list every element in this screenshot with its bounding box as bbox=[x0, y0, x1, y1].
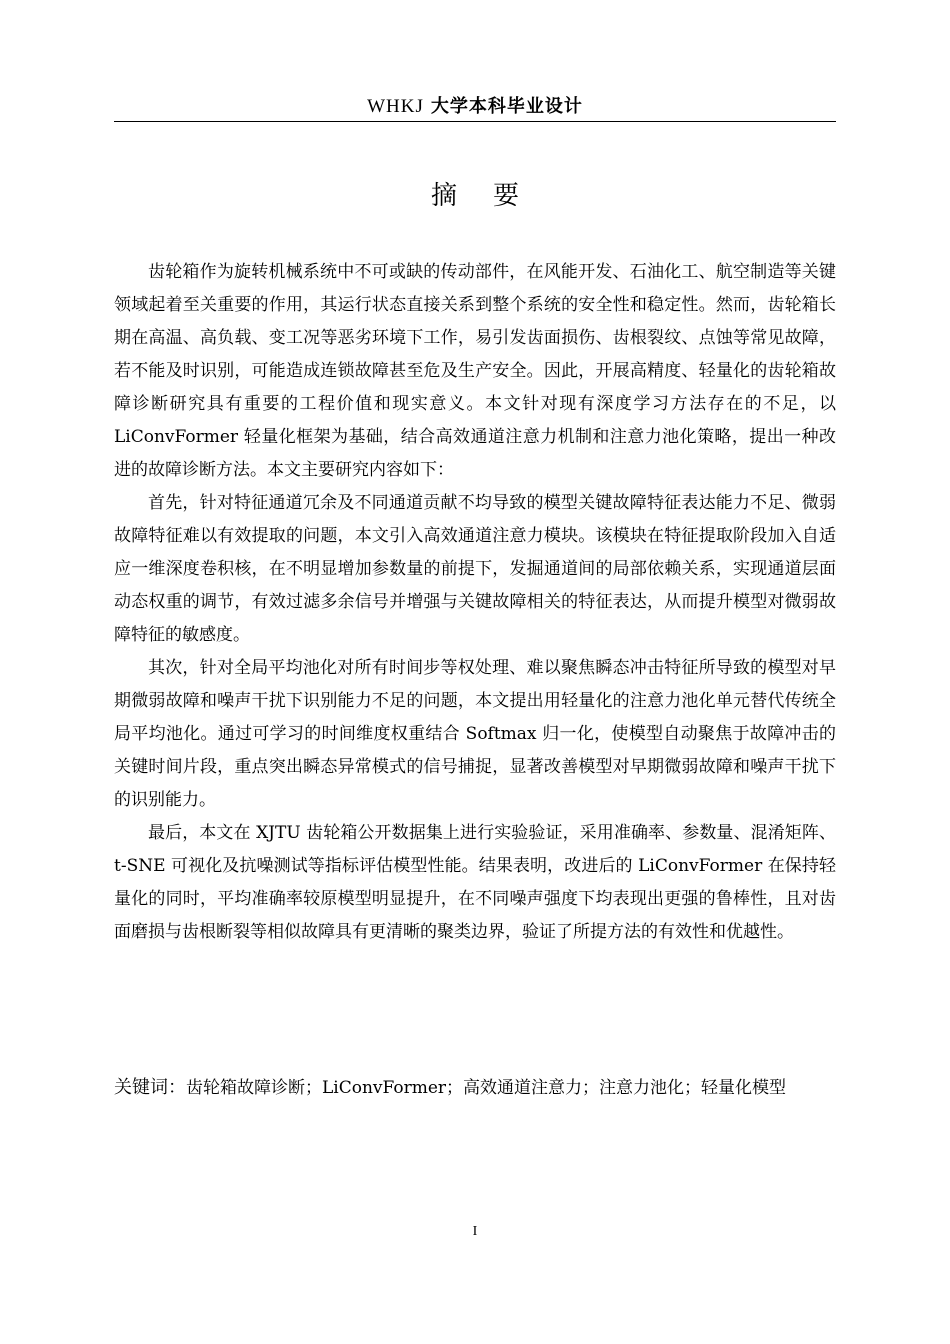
keywords-text: 齿轮箱故障诊断；LiConvFormer；高效通道注意力；注意力池化；轻量化模型 bbox=[186, 1078, 787, 1098]
paragraph-intro: 齿轮箱作为旋转机械系统中不可或缺的传动部件，在风能开发、石油化工、航空制造等关键领域起着至关重要的作用，其运行状态直接关系到整个系统的安全性和稳定性。然而，齿轮箱长期在高温、高负载、变工况等恶劣环境下工作，易引发齿面损伤、齿根裂纹、点蚀等常见故障，若不能及时识别，可能造成连锁故障甚至危及生产安全。因此，开展高精度、轻量化的齿轮箱故障诊断研究具有重要的工程价值和现实意义。本文针对现有深度学习方法存在的不足，以 LiConvFormer 轻量化框架为基础，结合高效通道注意力机制和注意力池化策略，提出一种改进的故障诊断方法。本文主要研究内容如下： bbox=[114, 262, 836, 480]
abstract-body bbox=[114, 256, 836, 949]
abstract-title: 摘要 bbox=[430, 181, 555, 211]
keywords-section bbox=[114, 1066, 836, 1110]
header-school: WHKJ bbox=[367, 96, 424, 117]
paragraph-final: 最后，本文在 XJTU 齿轮箱公开数据集上进行实验验证，采用准确率、参数量、混淆矩阵、t-SNE 可视化及抗噪测试等指标评估模型性能。结果表明，改进后的 LiConvFormer 在保持轻量化的同时，平均准确率较原模型明显提升，在不同噪声强度下均表现出更强的鲁棒性，且对齿面磨损与齿根断裂等相似故障具有更清晰的聚类边界，验证了所提方法的有效性和优越性。 bbox=[114, 823, 836, 942]
header-title: 大学本科毕业设计 bbox=[430, 96, 583, 117]
header-rule bbox=[114, 121, 836, 122]
keywords-label: 关键词： bbox=[114, 1077, 186, 1098]
paragraph-second: 其次，针对全局平均池化对所有时间步等权处理、难以聚焦瞬态冲击特征所导致的模型对早期微弱故障和噪声干扰下识别能力不足的问题，本文提出用轻量化的注意力池化单元替代传统全局平均池化。通过可学习的时间维度权重结合 Softmax 归一化，使模型自动聚焦于故障冲击的关键时间片段，重点突出瞬态异常模式的信号捕捉，显著改善模型对早期微弱故障和噪声干扰下的识别能力。 bbox=[114, 658, 836, 810]
paragraph-first: 首先，针对特征通道冗余及不同通道贡献不均导致的模型关键故障特征表达能力不足、微弱故障特征难以有效提取的问题，本文引入高效通道注意力模块。该模块在特征提取阶段加入自适应一维深度卷积核，在不明显增加参数量的前提下，发掘通道间的局部依赖关系，实现通道层面动态权重的调节，有效过滤多余信号并增强与关键故障相关的特征表达，从而提升模型对微弱故障特征的敏感度。 bbox=[114, 493, 836, 645]
page-number: I bbox=[472, 1224, 478, 1239]
page-header bbox=[114, 92, 836, 122]
